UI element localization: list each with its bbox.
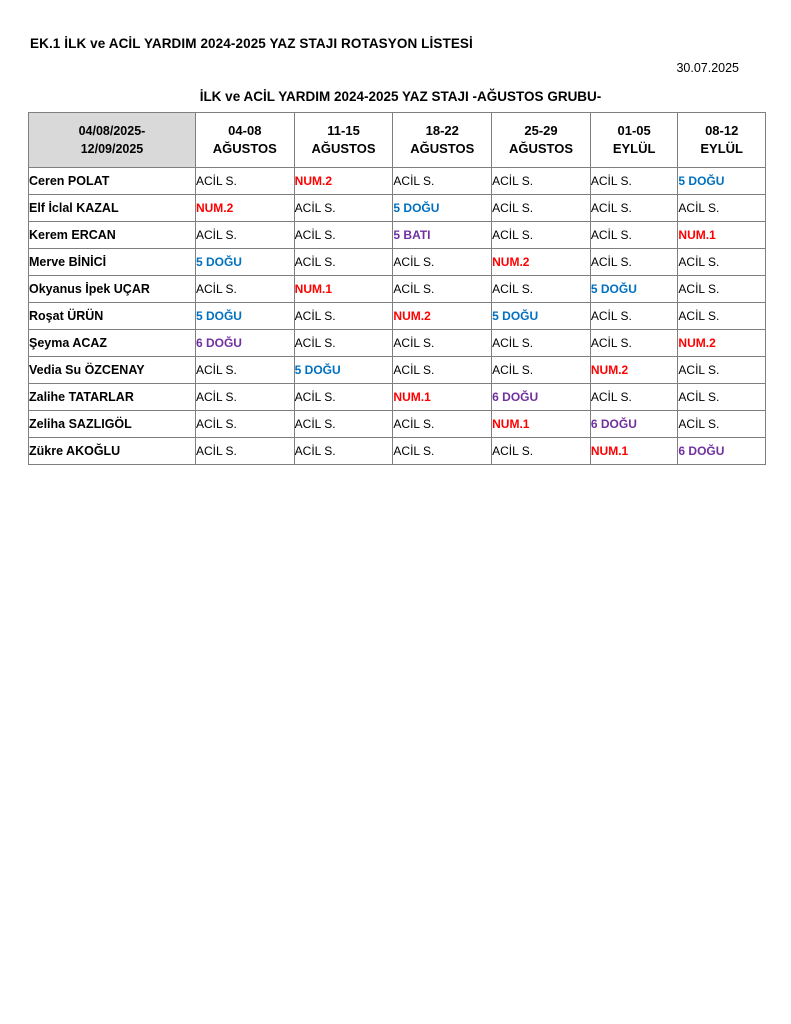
- header-period-3-dates: 18-22: [425, 122, 459, 138]
- rotation-cell: ACİL S.: [492, 222, 591, 249]
- rotation-cell: ACİL S.: [393, 276, 492, 303]
- rotation-cell: ACİL S.: [492, 276, 591, 303]
- corner-line-2: 12/09/2025: [80, 142, 144, 156]
- table-body: [29, 168, 766, 465]
- student-name: Ceren POLAT: [29, 168, 196, 195]
- rotation-cell: ACİL S.: [294, 303, 393, 330]
- rotation-cell: ACİL S.: [195, 276, 294, 303]
- rotation-cell: 6 DOĞU: [590, 411, 678, 438]
- header-period-2-dates: 11-15: [327, 122, 360, 138]
- student-name: Kerem ERCAN: [29, 222, 196, 249]
- student-name: Zeliha SAZLIGÖL: [29, 411, 196, 438]
- rotation-cell: ACİL S.: [678, 249, 766, 276]
- table-row: [29, 168, 766, 195]
- rotation-cell: ACİL S.: [195, 168, 294, 195]
- rotation-cell: ACİL S.: [492, 195, 591, 222]
- table-row: [29, 195, 766, 222]
- rotation-cell: ACİL S.: [195, 411, 294, 438]
- table-row: [29, 222, 766, 249]
- rotation-cell: ACİL S.: [294, 195, 393, 222]
- header-period-2: [294, 113, 393, 168]
- rotation-cell: 6 DOĞU: [678, 438, 766, 465]
- rotation-cell: ACİL S.: [393, 249, 492, 276]
- rotation-cell: 5 DOĞU: [195, 249, 294, 276]
- header-period-1: [195, 113, 294, 168]
- rotation-cell: ACİL S.: [294, 222, 393, 249]
- header-period-6: [678, 113, 766, 168]
- rotation-cell: ACİL S.: [294, 438, 393, 465]
- header-period-6-dates: 08-12: [705, 122, 739, 138]
- rotation-cell: ACİL S.: [678, 411, 766, 438]
- rotation-cell: ACİL S.: [492, 438, 591, 465]
- rotation-cell: NUM.2: [590, 357, 678, 384]
- rotation-cell: ACİL S.: [195, 222, 294, 249]
- rotation-cell: ACİL S.: [195, 357, 294, 384]
- table-row: [29, 411, 766, 438]
- rotation-cell: NUM.2: [393, 303, 492, 330]
- table-header: [29, 113, 766, 168]
- table-row: [29, 357, 766, 384]
- rotation-cell: 6 DOĞU: [492, 384, 591, 411]
- header-period-1-month: AĞUSTOS: [212, 141, 277, 156]
- rotation-cell: ACİL S.: [590, 195, 678, 222]
- rotation-cell: ACİL S.: [393, 357, 492, 384]
- rotation-cell: ACİL S.: [393, 330, 492, 357]
- table-row: [29, 249, 766, 276]
- rotation-cell: ACİL S.: [590, 330, 678, 357]
- header-period-1-dates: 04-08: [228, 122, 262, 138]
- header-period-2-month: AĞUSTOS: [311, 141, 376, 156]
- header-period-4-month: AĞUSTOS: [508, 141, 574, 156]
- rotation-cell: 5 DOĞU: [678, 168, 766, 195]
- header-period-4: [492, 113, 591, 168]
- page-title: EK.1 İLK ve ACİL YARDIM 2024-2025 YAZ STAJI ROTASYON LİSTESİ: [30, 36, 473, 51]
- header-period-6-month: EYLÜL: [700, 141, 744, 156]
- rotation-cell: ACİL S.: [195, 438, 294, 465]
- rotation-cell: ACİL S.: [590, 168, 678, 195]
- table-title: İLK ve ACİL YARDIM 2024-2025 YAZ STAJI -AĞUSTOS GRUBU-: [199, 89, 602, 104]
- table-row: [29, 438, 766, 465]
- rotation-cell: ACİL S.: [393, 411, 492, 438]
- student-name: Zükre AKOĞLU: [29, 438, 196, 465]
- header-period-5-month: EYLÜL: [612, 141, 656, 156]
- rotation-cell: NUM.1: [294, 276, 393, 303]
- rotation-cell: NUM.1: [492, 411, 591, 438]
- rotation-cell: ACİL S.: [590, 222, 678, 249]
- rotation-cell: 5 DOĞU: [294, 357, 393, 384]
- rotation-cell: NUM.2: [492, 249, 591, 276]
- document-date: 30.07.2025: [676, 61, 739, 75]
- student-name: Şeyma ACAZ: [29, 330, 196, 357]
- header-period-5-dates: 01-05: [617, 122, 651, 138]
- header-period-5: [590, 113, 678, 168]
- table-row: [29, 276, 766, 303]
- student-name: Merve BİNİCİ: [29, 249, 196, 276]
- student-name: Vedia Su ÖZCENAY: [29, 357, 196, 384]
- rotation-cell: NUM.2: [678, 330, 766, 357]
- rotation-cell: ACİL S.: [492, 357, 591, 384]
- corner-line-1: 04/08/2025-: [78, 123, 146, 138]
- rotation-cell: ACİL S.: [393, 438, 492, 465]
- rotation-cell: ACİL S.: [678, 195, 766, 222]
- header-row: [29, 113, 766, 168]
- rotation-cell: 6 DOĞU: [195, 330, 294, 357]
- table-row: [29, 330, 766, 357]
- rotation-cell: ACİL S.: [590, 303, 678, 330]
- student-name: Okyanus İpek UÇAR: [29, 276, 196, 303]
- rotation-cell: ACİL S.: [590, 249, 678, 276]
- rotation-cell: 5 BATI: [393, 222, 492, 249]
- rotation-cell: ACİL S.: [492, 330, 591, 357]
- rotation-cell: ACİL S.: [294, 384, 393, 411]
- header-corner-date-range: [29, 113, 196, 168]
- rotation-cell: 5 DOĞU: [590, 276, 678, 303]
- rotation-cell: 5 DOĞU: [393, 195, 492, 222]
- rotation-cell: ACİL S.: [678, 276, 766, 303]
- student-name: Roşat ÜRÜN: [29, 303, 196, 330]
- student-name: Zalihe TATARLAR: [29, 384, 196, 411]
- rotation-cell: ACİL S.: [492, 168, 591, 195]
- rotation-table: [28, 112, 766, 465]
- table-row: [29, 303, 766, 330]
- rotation-cell: 5 DOĞU: [492, 303, 591, 330]
- header-period-4-dates: 25-29: [524, 122, 558, 138]
- rotation-cell: ACİL S.: [195, 384, 294, 411]
- rotation-cell: NUM.1: [678, 222, 766, 249]
- rotation-cell: ACİL S.: [294, 330, 393, 357]
- rotation-cell: 5 DOĞU: [195, 303, 294, 330]
- rotation-cell: ACİL S.: [678, 303, 766, 330]
- header-period-3-month: AĞUSTOS: [410, 141, 475, 156]
- rotation-cell: ACİL S.: [678, 357, 766, 384]
- student-name: Elf İclal KAZAL: [29, 195, 196, 222]
- rotation-cell: NUM.2: [294, 168, 393, 195]
- rotation-cell: ACİL S.: [678, 384, 766, 411]
- rotation-cell: ACİL S.: [590, 384, 678, 411]
- rotation-cell: ACİL S.: [393, 168, 492, 195]
- rotation-cell: NUM.1: [393, 384, 492, 411]
- header-period-3: [393, 113, 492, 168]
- rotation-cell: ACİL S.: [294, 411, 393, 438]
- rotation-cell: NUM.1: [590, 438, 678, 465]
- rotation-cell: ACİL S.: [294, 249, 393, 276]
- rotation-cell: NUM.2: [195, 195, 294, 222]
- table-row: [29, 384, 766, 411]
